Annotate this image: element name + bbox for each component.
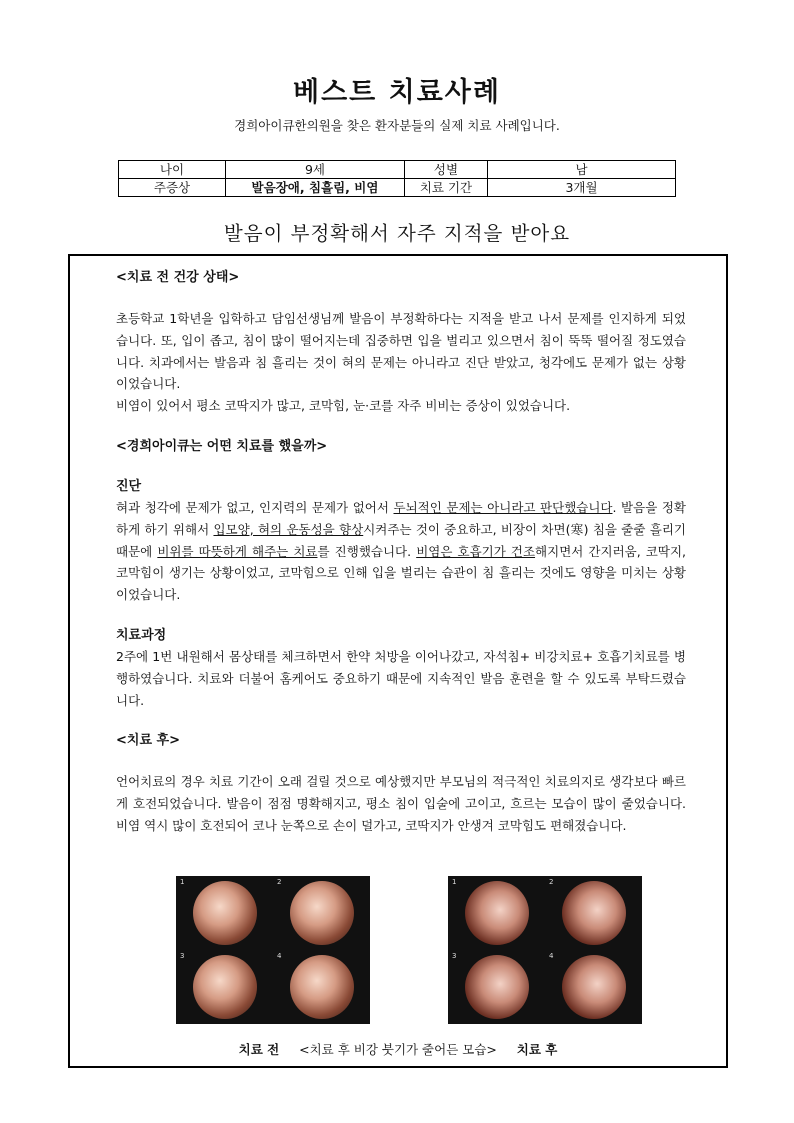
age-value: 9세 (226, 161, 405, 179)
diagnosis-highlight-2: 입모양, 혀의 운동성을 향상 (213, 521, 364, 537)
diagnosis-highlight-3: 비위를 따뜻하게 해주는 치료 (157, 543, 318, 559)
age-label: 나이 (119, 161, 226, 179)
endoscopy-image: 2 (273, 876, 370, 950)
page-subtitle: 경희아이큐한의원을 찾은 환자분들의 실제 치료 사례입니다. (234, 118, 560, 133)
symptom-label: 주증상 (119, 179, 226, 197)
diagnosis-highlight-4: 비염은 호흡기가 건조 (416, 543, 536, 559)
symptom-value: 발음장애, 침흘림, 비염 (226, 179, 405, 197)
before-photo-grid (176, 876, 370, 1024)
period-label: 치료 기간 (405, 179, 488, 197)
case-headline: 발음이 부정확해서 자주 지적을 받아요 (223, 222, 571, 245)
endoscopy-image: 2 (545, 876, 642, 950)
after-photo-grid (448, 876, 642, 1024)
after-text: 언어치료의 경우 치료 기간이 오래 걸릴 것으로 예상했지만 부모님의 적극적인 치료의지로 생각보다 빠르게 호전되었습니다. 발음이 점점 명확해지고, 평소 침이 입술에 고이고, 흐르는 모습이 많이 줄었습니다. 비염 역시 많이 호전되어 코나 눈쪽으로 손이 덜가고, 코딱지가 안생겨 코막힘도 편해졌습니다. (116, 774, 686, 833)
page-title: 베스트 치료사례 (293, 77, 501, 108)
process-heading: 치료과정 (116, 627, 167, 643)
endoscopy-image: 4 (545, 950, 642, 1024)
caption-middle: <치료 후 비강 붓기가 줄어든 모습> (299, 1042, 497, 1057)
sex-value: 남 (488, 161, 676, 179)
treatment-heading: <경희아이큐는 어떤 치료를 했을까> (116, 438, 328, 454)
endoscopy-image: 1 (176, 876, 273, 950)
photo-caption (70, 1040, 726, 1058)
endoscopy-image: 1 (448, 876, 545, 950)
case-content-box (68, 254, 728, 1068)
diagnosis-text: 혀과 청각에 문제가 없고, 인지력의 문제가 없어서 두뇌적인 문제는 아니라고 판단했습니다. 발음을 정확하게 하기 위해서 입모양, 혀의 운동성을 향상시켜주는 것이 중요하고, 비장이 차면(寒) 침을 줄줄 흘리기 때문에 비위를 따뜻하게 해주는 치료를 진행했습니다. 비염은 호흡기가 건조해지면서 간지러움, 코딱지, 코막힘이 생기는 상황이었고, 코막힘으로 인해 입을 벌리는 습관이 침 흘리는 것에도 영향을 미치는 상황이었습니다. (116, 499, 686, 603)
after-heading: <치료 후> (116, 733, 180, 749)
before-text-2: 비염이 있어서 평소 코딱지가 많고, 코막힘, 눈·코를 자주 비비는 증상이 있었습니다. (116, 398, 571, 414)
period-value: 3개월 (488, 179, 676, 197)
caption-before: 치료 전 (238, 1042, 280, 1057)
endoscopy-image: 3 (176, 950, 273, 1024)
sex-label: 성별 (405, 161, 488, 179)
diagnosis-highlight-1: 두뇌적인 문제는 아니라고 판단했습니다 (393, 499, 613, 515)
case-content (116, 268, 686, 837)
process-text: 2주에 1번 내원해서 몸상태를 체크하면서 한약 처방을 이어나갔고, 자석침+ 비강치료+ 호흡기치료를 병행하였습니다. 치료와 더불어 홈케어도 중요하기 때문에 지속적인 발음 훈련을 할 수 있도록 부탁드렸습니다. (116, 648, 686, 708)
before-heading: <치료 전 건강 상태> (116, 270, 240, 285)
caption-after: 치료 후 (516, 1042, 558, 1057)
patient-info-table (118, 160, 676, 197)
endoscopy-photos (70, 876, 726, 1026)
endoscopy-image: 3 (448, 950, 545, 1024)
diagnosis-heading: 진단 (116, 478, 142, 494)
before-text: 초등학교 1학년을 입학하고 담임선생님께 발음이 부정확하다는 지적을 받고 나서 문제를 인지하게 되었습니다. 또, 입이 좁고, 침이 많이 떨어지는데 집중하면 입을 벌리고 있으면서 침이 뚝뚝 떨어질 정도였습니다. 치과에서는 발음과 침 흘리는 것이 혀의 문제는 아니라고 진단 받았고, 청각에도 문제가 없는 상황이었습니다. (116, 311, 686, 392)
endoscopy-image: 4 (273, 950, 370, 1024)
